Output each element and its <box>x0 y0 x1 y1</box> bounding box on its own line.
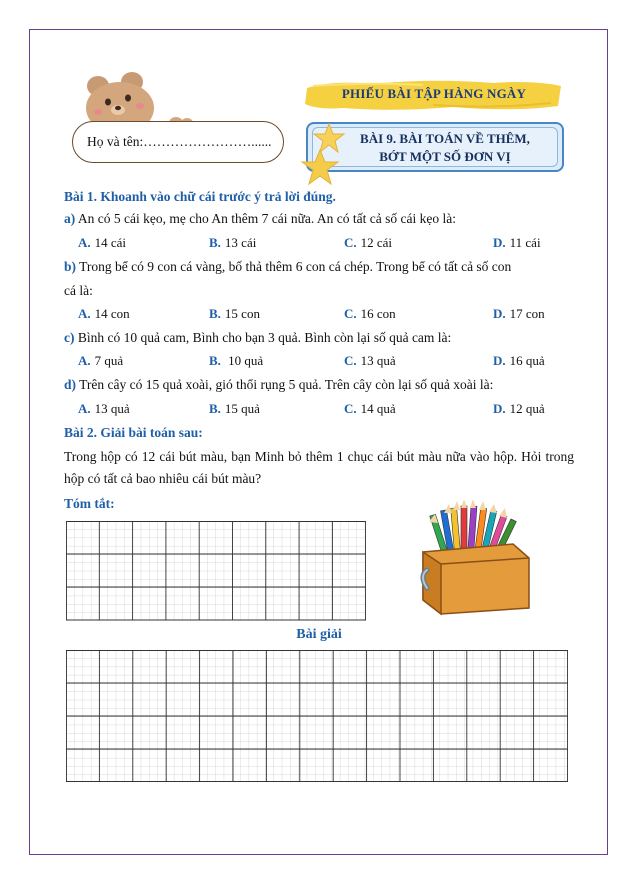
option-letter: B. <box>209 401 221 416</box>
option-c-C[interactable] <box>344 353 396 369</box>
option-text: 12 quả <box>509 401 545 416</box>
option-letter: A. <box>78 353 91 368</box>
option-b-A[interactable] <box>78 306 130 322</box>
summary-label: Tóm tắt: <box>64 496 115 511</box>
pencil-cup-icon <box>417 500 539 618</box>
question-b-label: b) <box>64 259 77 274</box>
question-b <box>64 258 511 276</box>
option-a-B[interactable] <box>209 235 256 251</box>
option-letter: C. <box>344 235 357 250</box>
option-b-C[interactable] <box>344 306 396 322</box>
question-b-text-cont: cá là: <box>64 283 93 298</box>
option-d-C[interactable] <box>344 401 396 417</box>
option-letter: D. <box>493 306 506 321</box>
option-text: 13 quả <box>94 401 130 416</box>
question-a-text: An có 5 cái kẹo, mẹ cho An thêm 7 cái nữa. An có tất cả số cái kẹo là: <box>77 211 456 226</box>
option-text: 17 con <box>509 306 545 321</box>
lesson-title-line1: BÀI 9. BÀI TOÁN VỀ THÊM, <box>360 131 530 146</box>
question-c <box>64 329 451 347</box>
option-text: 14 cái <box>94 235 127 250</box>
option-text: 14 con <box>94 306 130 321</box>
option-text: 16 con <box>360 306 396 321</box>
question-b-text: Trong bể có 9 con cá vàng, bố thả thêm 6 con cá chép. Trong bể có tất cả số con <box>79 259 512 274</box>
star-icon-large <box>300 148 340 186</box>
option-b-D[interactable] <box>493 306 545 322</box>
option-d-B[interactable] <box>209 401 260 417</box>
option-text: 13 quả <box>360 353 396 368</box>
exercise2-title: Bài 2. Giải bài toán sau: <box>64 425 203 440</box>
option-text: 10 quả <box>224 353 264 368</box>
exercise2-problem: Trong hộp có 12 cái bút màu, bạn Minh bỏ thêm 1 chục cái bút màu nữa vào hộp. Hỏi trong hộp có tất cả bao nhiêu cái bút màu? <box>64 449 574 486</box>
option-letter: B. <box>209 353 221 368</box>
question-c-label: c) <box>64 330 75 345</box>
option-b-B[interactable] <box>209 306 260 322</box>
summary-writing-grid[interactable] <box>66 521 368 622</box>
option-letter: A. <box>78 306 91 321</box>
exercise1-title: Bài 1. Khoanh vào chữ cái trước ý trả lời đúng. <box>64 189 336 204</box>
option-text: 15 quả <box>224 401 260 416</box>
option-text: 11 cái <box>509 235 541 250</box>
option-text: 13 cái <box>224 235 257 250</box>
question-a-label: a) <box>64 211 76 226</box>
question-a <box>64 210 456 228</box>
option-text: 16 quả <box>509 353 545 368</box>
question-c-text: Bình có 10 quả cam, Bình cho bạn 3 quả. Bình còn lại số quả cam là: <box>77 330 452 345</box>
option-a-C[interactable] <box>344 235 392 251</box>
option-letter: D. <box>493 353 506 368</box>
solution-writing-grid[interactable] <box>66 650 570 784</box>
bear-icon <box>84 70 164 128</box>
option-d-D[interactable] <box>493 401 545 417</box>
lesson-title-line2: BỚT MỘT SỐ ĐƠN VỊ <box>379 149 511 164</box>
banner-title: PHIẾU BÀI TẬP HÀNG NGÀY <box>341 86 527 101</box>
option-c-B[interactable] <box>209 353 263 369</box>
option-letter: D. <box>493 401 506 416</box>
option-text: 7 quả <box>94 353 124 368</box>
option-letter: D. <box>493 235 506 250</box>
option-letter: A. <box>78 401 91 416</box>
option-text: 12 cái <box>360 235 393 250</box>
option-a-A[interactable] <box>78 235 126 251</box>
option-letter: B. <box>209 235 221 250</box>
option-c-D[interactable] <box>493 353 545 369</box>
solution-label: Bài giải <box>296 627 342 642</box>
option-c-A[interactable] <box>78 353 123 369</box>
option-letter: C. <box>344 306 357 321</box>
student-name-field[interactable] <box>72 121 284 163</box>
option-letter: C. <box>344 353 357 368</box>
option-letter: B. <box>209 306 221 321</box>
name-label: Họ và tên:……………………...... <box>87 134 272 149</box>
question-d-text: Trên cây có 15 quả xoài, gió thổi rụng 5 quả. Trên cây còn lại số quả xoài là: <box>79 377 494 392</box>
option-letter: A. <box>78 235 91 250</box>
option-d-A[interactable] <box>78 401 130 417</box>
option-text: 15 con <box>224 306 260 321</box>
option-a-D[interactable] <box>493 235 541 251</box>
option-text: 14 quả <box>360 401 396 416</box>
option-letter: C. <box>344 401 357 416</box>
question-d <box>64 376 493 394</box>
question-d-label: d) <box>64 377 77 392</box>
